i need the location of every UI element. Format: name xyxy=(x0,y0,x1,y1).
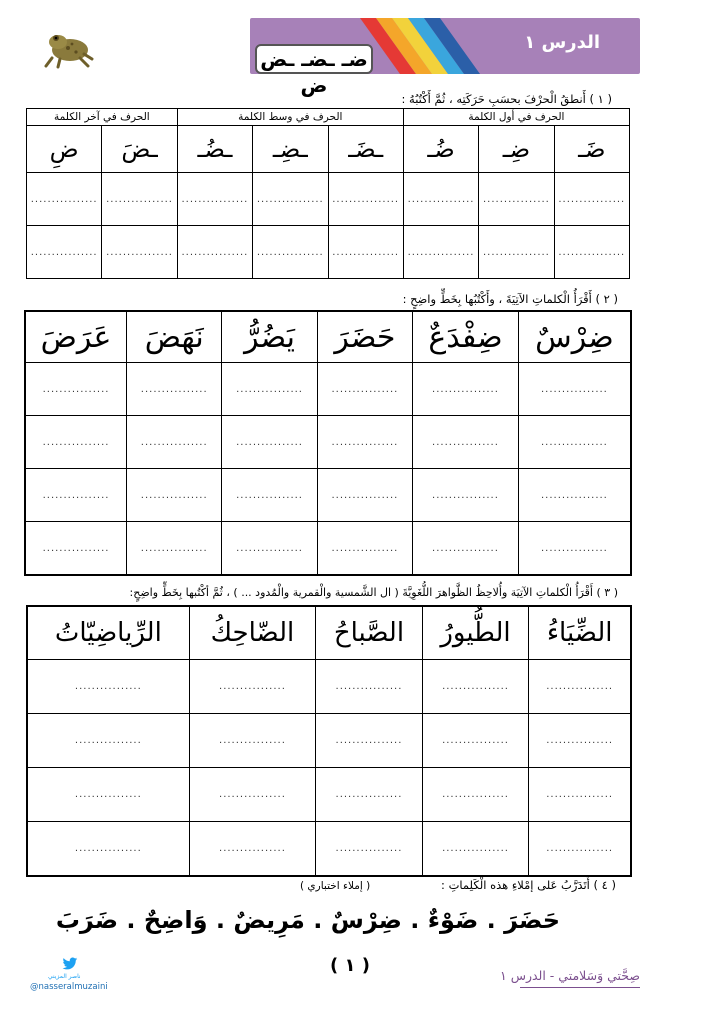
writing-row xyxy=(25,469,631,522)
writing-cell[interactable]: ................ xyxy=(127,363,222,416)
group-first: الحرف في أول الكلمة xyxy=(403,109,629,126)
writing-cell[interactable]: ................ xyxy=(189,714,315,768)
group-middle: الحرف في وسط الكلمة xyxy=(177,109,403,126)
word: الضّاحِكُ xyxy=(189,606,315,660)
writing-row xyxy=(27,173,630,226)
writing-row xyxy=(25,416,631,469)
writing-cell[interactable]: ................ xyxy=(27,768,189,822)
word: الطُّيورُ xyxy=(422,606,529,660)
letter-form-row xyxy=(27,126,630,173)
writing-cell[interactable]: ................ xyxy=(27,226,102,279)
author-handle: @nasseralmuzaini xyxy=(30,982,108,992)
section2-instruction: ( ٢ ) أَقْرَأُ الْكلماتِ الآتِيَةَ ، وأَكْتُبُها بِخَطٍّ واضِحٍ : xyxy=(402,292,618,306)
word: ضِفْدَعٌ xyxy=(413,311,519,363)
writing-cell[interactable]: ................ xyxy=(317,522,412,576)
letter-form: ضِ xyxy=(27,126,102,173)
dictation-words: حَضَرَ . ضَوْءٌ . ضِرْسٌ . مَرِيضٌ . وَاضِحٌ . ضَرَبَ xyxy=(55,906,560,934)
word: يَضُرُّ xyxy=(222,311,317,363)
writing-cell[interactable]: ................ xyxy=(403,226,478,279)
writing-cell[interactable]: ................ xyxy=(479,173,554,226)
writing-cell[interactable]: ................ xyxy=(518,469,631,522)
writing-cell[interactable]: ................ xyxy=(529,822,631,877)
word-row xyxy=(25,311,631,363)
letter-form: ضِـ xyxy=(479,126,554,173)
word: الضِّيَاءُ xyxy=(529,606,631,660)
writing-row xyxy=(27,226,630,279)
writing-cell[interactable]: ................ xyxy=(189,660,315,714)
section3-instruction: ( ٣ ) أَقْرَأُ الْكلماتِ الآتِيَة وأُلاحِظُ الظَّواهرَ اللُّغَوِيَّةَ ( ال الشَّمسية والْقمرية والْمُدود ... ) ، ثُمَّ أكْتُبها بِخَطٍّ واضِحٍ: xyxy=(129,586,618,599)
writing-cell[interactable]: ................ xyxy=(317,363,412,416)
writing-cell[interactable]: ................ xyxy=(316,714,423,768)
writing-cell[interactable]: ................ xyxy=(189,822,315,877)
writing-cell[interactable]: ................ xyxy=(222,469,317,522)
writing-row xyxy=(25,522,631,576)
group-header-row xyxy=(27,109,630,126)
writing-cell[interactable]: ................ xyxy=(27,173,102,226)
writing-cell[interactable]: ................ xyxy=(102,226,177,279)
group-last: الحرف في آخر الكلمة xyxy=(27,109,178,126)
writing-row xyxy=(25,363,631,416)
writing-cell[interactable]: ................ xyxy=(177,173,252,226)
words-table xyxy=(24,310,632,576)
writing-cell[interactable]: ................ xyxy=(328,173,403,226)
letter-forms-box: ضـ ـضـ ـض ض xyxy=(255,44,373,74)
word-row xyxy=(27,606,631,660)
writing-cell[interactable]: ................ xyxy=(127,469,222,522)
footer-title: صِحَّتي وَسَلامتي - الدرس ١ xyxy=(500,968,640,983)
writing-cell[interactable]: ................ xyxy=(413,416,519,469)
writing-row xyxy=(27,660,631,714)
writing-cell[interactable]: ................ xyxy=(25,522,127,576)
writing-cell[interactable]: ................ xyxy=(554,226,629,279)
writing-cell[interactable]: ................ xyxy=(317,469,412,522)
writing-cell[interactable]: ................ xyxy=(479,226,554,279)
writing-cell[interactable]: ................ xyxy=(27,822,189,877)
letter-form: ـضِـ xyxy=(253,126,328,173)
writing-row xyxy=(27,768,631,822)
frog-image xyxy=(44,26,94,70)
section1-instruction: ( ١ ) أَنطقُ الْحرْفَ بحسَبِ حَرَكَتِه ، ثُمَّ أَكْتُبُهُ : xyxy=(401,92,612,106)
writing-cell[interactable]: ................ xyxy=(422,660,529,714)
letter-form: ـضَـ xyxy=(328,126,403,173)
writing-cell[interactable]: ................ xyxy=(177,226,252,279)
word: حَضَرَ xyxy=(317,311,412,363)
writing-cell[interactable]: ................ xyxy=(253,173,328,226)
writing-cell[interactable]: ................ xyxy=(554,173,629,226)
writing-cell[interactable]: ................ xyxy=(518,363,631,416)
writing-cell[interactable]: ................ xyxy=(529,714,631,768)
writing-cell[interactable]: ................ xyxy=(25,363,127,416)
writing-cell[interactable]: ................ xyxy=(316,768,423,822)
writing-cell[interactable]: ................ xyxy=(413,469,519,522)
word: الصَّباحُ xyxy=(316,606,423,660)
writing-cell[interactable]: ................ xyxy=(403,173,478,226)
word: الرِّياضِيّاتُ xyxy=(27,606,189,660)
writing-cell[interactable]: ................ xyxy=(127,522,222,576)
writing-cell[interactable]: ................ xyxy=(316,660,423,714)
letter-form: ضَـ xyxy=(554,126,629,173)
writing-cell[interactable]: ................ xyxy=(222,522,317,576)
writing-cell[interactable]: ................ xyxy=(127,416,222,469)
phenomena-words-table xyxy=(26,605,632,877)
writing-row xyxy=(27,822,631,877)
word: ضِرْسٌ xyxy=(518,311,631,363)
dictation-note: ( إملاء اختباري ) xyxy=(300,880,371,892)
writing-cell[interactable]: ................ xyxy=(316,822,423,877)
writing-cell[interactable]: ................ xyxy=(102,173,177,226)
letter-form: ـضُـ xyxy=(177,126,252,173)
writing-cell[interactable]: ................ xyxy=(189,768,315,822)
page-number: ( ١ ) xyxy=(330,955,370,976)
writing-cell[interactable]: ................ xyxy=(317,416,412,469)
writing-cell[interactable]: ................ xyxy=(422,714,529,768)
letter-forms-table xyxy=(26,108,630,279)
writing-cell[interactable]: ................ xyxy=(27,660,189,714)
footer-divider xyxy=(520,987,640,988)
writing-cell[interactable]: ................ xyxy=(422,822,529,877)
writing-cell[interactable]: ................ xyxy=(222,363,317,416)
lesson-label: الدرس ١ xyxy=(524,32,600,53)
writing-cell[interactable]: ................ xyxy=(25,416,127,469)
writing-cell[interactable]: ................ xyxy=(518,522,631,576)
writing-cell[interactable]: ................ xyxy=(413,363,519,416)
letter-form: ـضَ xyxy=(102,126,177,173)
author-name: ناصر المزيني xyxy=(48,973,81,980)
letter-form: ضُـ xyxy=(403,126,478,173)
writing-row xyxy=(27,714,631,768)
writing-cell[interactable]: ................ xyxy=(529,660,631,714)
writing-cell[interactable]: ................ xyxy=(328,226,403,279)
writing-cell[interactable]: ................ xyxy=(27,714,189,768)
section4-instruction: ( ٤ ) أَتَدَرَّبُ عَلى إمْلاءِ هذه الْكَلِماتِ : xyxy=(441,878,616,892)
word: عَرَضَ xyxy=(25,311,127,363)
twitter-icon xyxy=(62,957,78,971)
writing-cell[interactable]: ................ xyxy=(25,469,127,522)
writing-cell[interactable]: ................ xyxy=(222,416,317,469)
writing-cell[interactable]: ................ xyxy=(422,768,529,822)
word: نَهَضَ xyxy=(127,311,222,363)
writing-cell[interactable]: ................ xyxy=(413,522,519,576)
writing-cell[interactable]: ................ xyxy=(253,226,328,279)
writing-cell[interactable]: ................ xyxy=(518,416,631,469)
writing-cell[interactable]: ................ xyxy=(529,768,631,822)
